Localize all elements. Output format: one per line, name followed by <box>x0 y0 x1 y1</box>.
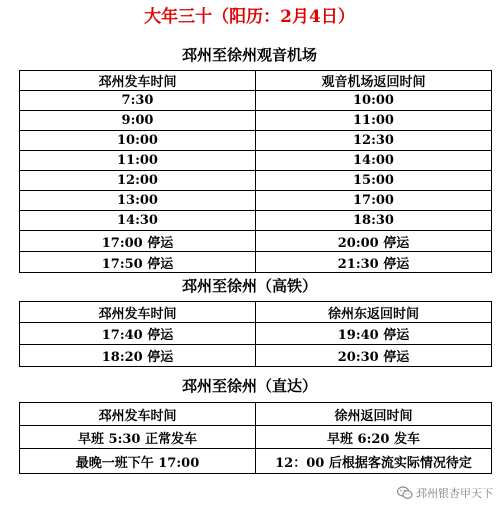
table-cell: 12：00 后根据客流实际情况待定 <box>256 449 492 474</box>
section-title-highspeed: 邳州至徐州（高铁） <box>181 277 317 295</box>
watermark <box>397 485 493 501</box>
table-row <box>20 323 492 345</box>
highspeed-schedule-table <box>19 301 492 367</box>
column-header: 邳州发车时间 <box>20 302 256 323</box>
table-cell: 9:00 <box>20 111 256 131</box>
table-header-row <box>20 71 492 91</box>
table-cell: 14:30 <box>20 211 256 231</box>
section-title-direct: 邳州至徐州（直达） <box>181 377 317 395</box>
table-cell: 21:30 停运 <box>256 252 492 273</box>
table-cell: 18:30 <box>256 211 492 231</box>
table-cell: 17:40 停运 <box>20 323 256 345</box>
table-header-row <box>20 302 492 323</box>
table-row <box>20 131 492 151</box>
table-row <box>20 252 492 273</box>
table-cell: 11:00 <box>20 151 256 171</box>
page-title: 大年三十（阳历：2月4日） <box>144 7 355 27</box>
column-header: 邳州发车时间 <box>20 71 256 91</box>
direct-schedule-table <box>19 402 492 474</box>
table-cell: 11:00 <box>256 111 492 131</box>
table-cell: 20:00 停运 <box>256 231 492 252</box>
column-header: 观音机场返回时间 <box>256 71 492 91</box>
watermark-text: 邳州银杏甲天下 <box>416 487 493 500</box>
table-cell: 7:30 <box>20 91 256 111</box>
table-cell: 17:50 停运 <box>20 252 256 273</box>
table-cell: 12:00 <box>20 171 256 191</box>
table-row <box>20 426 492 449</box>
column-header: 徐州东返回时间 <box>256 302 492 323</box>
table-row <box>20 111 492 131</box>
table-row <box>20 231 492 252</box>
table-cell: 20:30 停运 <box>256 345 492 367</box>
table-cell: 10:00 <box>20 131 256 151</box>
table-row <box>20 91 492 111</box>
section-title-airport: 邳州至徐州观音机场 <box>181 46 317 64</box>
table-cell: 早班 6:20 发车 <box>256 426 492 449</box>
table-cell: 15:00 <box>256 171 492 191</box>
table-cell: 17:00 停运 <box>20 231 256 252</box>
table-header-row <box>20 403 492 426</box>
table-cell: 18:20 停运 <box>20 345 256 367</box>
table-row <box>20 191 492 211</box>
table-row <box>20 449 492 474</box>
table-cell: 最晚一班下午 17:00 <box>20 449 256 474</box>
column-header: 邳州发车时间 <box>20 403 256 426</box>
table-cell: 12:30 <box>256 131 492 151</box>
table-cell: 17:00 <box>256 191 492 211</box>
table-cell: 19:40 停运 <box>256 323 492 345</box>
table-row <box>20 211 492 231</box>
table-row <box>20 345 492 367</box>
table-row <box>20 171 492 191</box>
table-row <box>20 151 492 171</box>
table-cell: 早班 5:30 正常发车 <box>20 426 256 449</box>
column-header: 徐州返回时间 <box>256 403 492 426</box>
table-cell: 13:00 <box>20 191 256 211</box>
airport-schedule-table <box>19 70 492 273</box>
table-cell: 14:00 <box>256 151 492 171</box>
table-cell: 10:00 <box>256 91 492 111</box>
wechat-icon <box>397 486 413 500</box>
